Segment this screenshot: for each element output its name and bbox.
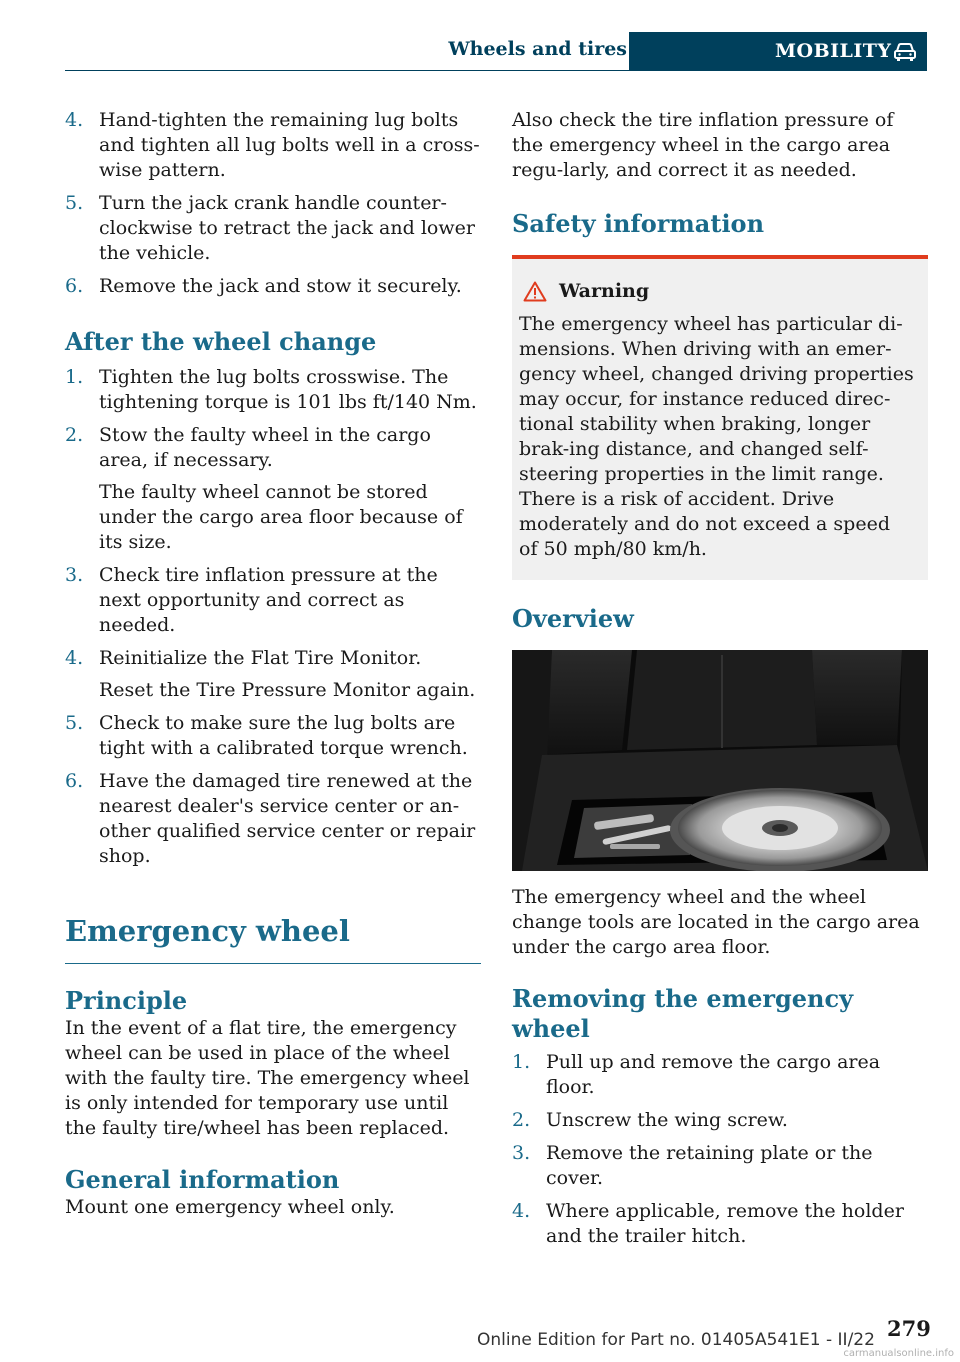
page-number: 279 bbox=[887, 1316, 931, 1341]
step-text: Remove the jack and stow it securely. bbox=[99, 275, 462, 297]
general-information-text: Mount one emergency wheel only. bbox=[65, 1196, 395, 1218]
step-number: 5. bbox=[65, 192, 84, 214]
watermark: carmanualsonline.info bbox=[843, 1348, 954, 1359]
step-number: 6. bbox=[65, 275, 84, 297]
step-number: 4. bbox=[65, 109, 84, 131]
overview-text: The emergency wheel and the wheel change tools are located in the cargo area under the cargo area floor. bbox=[512, 886, 920, 958]
step-number: 4. bbox=[65, 647, 84, 669]
principle-text: In the event of a flat tire, the emergency wheel can be used in place of the wheel with the faulty tire. The emergency wheel is only intended for temporary use until the faulty tire/wheel has been replaced. bbox=[65, 1017, 470, 1139]
cargo-area-illustration bbox=[512, 650, 928, 871]
header-rule bbox=[65, 70, 927, 71]
step-text: Unscrew the wing screw. bbox=[546, 1109, 788, 1131]
steps-wheel-change-end bbox=[65, 108, 481, 299]
header-section-title: Wheels and tires bbox=[448, 38, 627, 60]
step-text: Turn the jack crank handle counter-clockwise to retract the jack and lower the vehicle. bbox=[99, 192, 475, 264]
list-item bbox=[512, 1199, 928, 1249]
page-header bbox=[65, 32, 927, 72]
step-note: The faulty wheel cannot be stored under the cargo area floor because of its size. bbox=[99, 481, 463, 553]
step-number: 3. bbox=[512, 1142, 531, 1164]
list-item bbox=[65, 563, 481, 638]
header-chapter-tab bbox=[629, 32, 927, 71]
heading-emergency-wheel: Emergency wheel bbox=[65, 914, 350, 948]
step-number: 3. bbox=[65, 564, 84, 586]
right-column bbox=[512, 108, 928, 1257]
heading-principle: Principle bbox=[65, 986, 188, 1015]
left-column bbox=[65, 108, 481, 1220]
step-text: Stow the faulty wheel in the cargo area, if necessary. bbox=[99, 424, 431, 471]
heading-overview: Overview bbox=[512, 604, 634, 633]
step-number: 2. bbox=[65, 424, 84, 446]
steps-after-wheel-change bbox=[65, 365, 481, 869]
step-number: 1. bbox=[512, 1051, 531, 1073]
list-item bbox=[65, 365, 481, 415]
list-item bbox=[65, 274, 481, 299]
step-number: 1. bbox=[65, 366, 84, 388]
heading-safety-information: Safety information bbox=[512, 209, 765, 238]
step-text: Pull up and remove the cargo area floor. bbox=[546, 1051, 881, 1098]
warning-box bbox=[512, 255, 928, 580]
list-item bbox=[512, 1108, 928, 1133]
header-chapter-label: MOBILITY bbox=[775, 40, 892, 62]
step-number: 2. bbox=[512, 1109, 531, 1131]
warning-title bbox=[519, 279, 914, 304]
steps-removing-emergency-wheel bbox=[512, 1050, 928, 1249]
heading-general-information: General information bbox=[65, 1165, 340, 1194]
intro-text: Also check the tire inflation pressure of the emergency wheel in the cargo area regu-larly, and correct it as needed. bbox=[512, 109, 894, 181]
list-item bbox=[65, 191, 481, 266]
step-number: 6. bbox=[65, 770, 84, 792]
warning-triangle-icon bbox=[523, 281, 547, 302]
section-rule bbox=[65, 963, 481, 964]
warning-label: Warning bbox=[559, 280, 650, 302]
step-text: Where applicable, remove the holder and the trailer hitch. bbox=[546, 1200, 904, 1247]
list-item bbox=[512, 1141, 928, 1191]
heading-removing-emergency-wheel: Removing the emergency wheel bbox=[512, 984, 854, 1043]
step-text: Check to make sure the lug bolts are tight with a calibrated torque wrench. bbox=[99, 712, 468, 759]
list-item bbox=[512, 1050, 928, 1100]
step-note: Reset the Tire Pressure Monitor again. bbox=[99, 679, 476, 701]
warning-text: The emergency wheel has particular di-mensions. When driving with an emer-gency wheel, changed driving properties may occur, for instance reduced direc-tional stability when braking, longer brak-ing distance, and changed self-steering properties in the limit range. There is a risk of accident. Drive moderately and do not exceed a speed of 50 mph/80 km/h. bbox=[519, 313, 914, 560]
heading-after-wheel-change: After the wheel change bbox=[65, 327, 377, 356]
list-item bbox=[65, 423, 481, 555]
car-icon bbox=[893, 42, 917, 62]
step-text: Hand-tighten the remaining lug bolts and tighten all lug bolts well in a cross-wise pattern. bbox=[99, 109, 480, 181]
step-text: Remove the retaining plate or the cover. bbox=[546, 1142, 873, 1189]
list-item bbox=[65, 646, 481, 703]
list-item bbox=[65, 769, 481, 869]
cargo-area-photo bbox=[512, 650, 928, 871]
step-text: Reinitialize the Flat Tire Monitor. bbox=[99, 647, 422, 669]
step-number: 4. bbox=[512, 1200, 531, 1222]
list-item bbox=[65, 108, 481, 183]
step-number: 5. bbox=[65, 712, 84, 734]
step-text: Have the damaged tire renewed at the nearest dealer's service center or an-other qualified service center or repair shop. bbox=[99, 770, 476, 867]
list-item bbox=[65, 711, 481, 761]
step-text: Check tire inflation pressure at the next opportunity and correct as needed. bbox=[99, 564, 438, 636]
step-text: Tighten the lug bolts crosswise. The tightening torque is 101 lbs ft/140 Nm. bbox=[99, 366, 477, 413]
edition-footer: Online Edition for Part no. 01405A541E1 - II/22 bbox=[477, 1330, 875, 1350]
